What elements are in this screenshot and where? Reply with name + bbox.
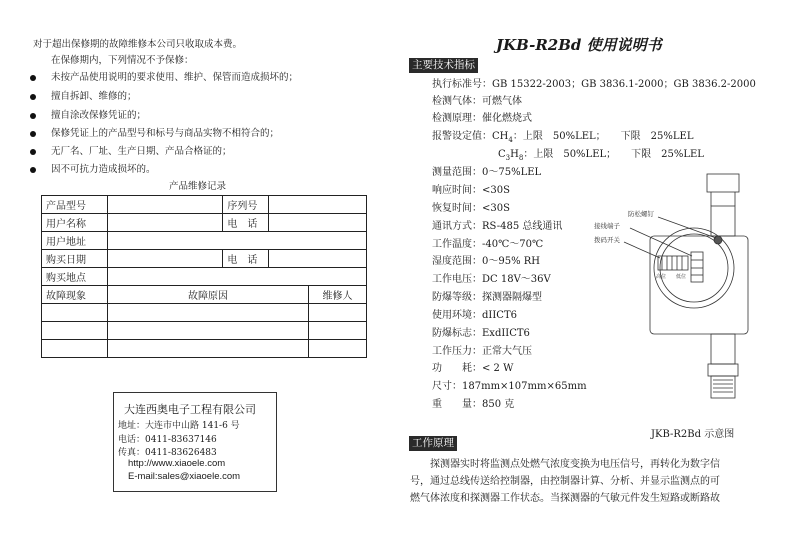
phone-value [269,250,367,268]
table-row [42,232,367,250]
bullet-dot [30,131,36,137]
spec-gas: 检测气体：可燃气体 [432,96,522,107]
serial-no-value [269,196,367,214]
table-row [42,214,367,232]
spec-comm: 通讯方式：RS-485 总线通讯 [432,221,563,232]
bullet-item-5: 无厂名、厂址、生产日期、产品合格证的； [51,146,232,157]
bullet-dot [30,149,36,155]
label-low: 低位 [676,274,687,280]
user-address-value [107,232,366,250]
spec-range: 测量范围：0～75%LEL [432,167,542,178]
purchase-place-label: 购买地点 [42,268,108,286]
user-name-value [107,214,223,232]
spec-temp: 工作温度：-40℃～70℃ [432,239,544,250]
table-title: 产品维修记录 [169,181,227,192]
product-model-value [107,196,223,214]
bullet-item-4: 保修凭证上的产品型号和标号与商品实物不相符合的； [51,128,280,139]
label-high: 高位 [656,274,667,280]
label-dip-switch: 拨码开关 [594,236,620,244]
company-name: 大连西奥电子工程有限公司 [124,403,256,416]
spec-heading: 主要技术指标 [409,58,478,73]
repairer-header: 维修人 [309,286,367,304]
spec-env: 使用环境：dIICT6 [432,310,517,321]
table-row [42,286,367,304]
diagram-caption: JKB-R2Bd 示意图 [651,429,735,440]
spec-weight: 重 量：850 克 [432,399,515,410]
company-tel: 电话：0411-83637146 [118,435,217,445]
spec-alarm-ch4: 报警设定值：$CH_4$：上限 50%LEL； 下限 25%LEL [432,131,694,144]
phone-label: 电 话 [223,214,269,232]
bullet-dot [30,113,36,119]
company-info-box [113,392,277,492]
table-row [42,250,367,268]
purchase-date-label: 购买日期 [42,250,108,268]
table-row [42,304,367,322]
fault-header: 故障现象 [42,286,108,304]
phone-label: 电 话 [223,250,269,268]
bullet-dot [30,94,36,100]
bullet-dot [30,75,36,81]
bullet-item-6: 因不可抗力造成损坏的。 [51,164,156,175]
detector-diagram [590,172,750,422]
principle-line-2: 号，通过总线传送给控制器，由控制器计算、分析、并显示监测点的可 [410,476,720,487]
table-row [42,196,367,214]
table-row [42,322,367,340]
spec-alarm-c3h8: $C_3H_8$：上限 50%LEL； 下限 25%LEL [498,149,704,162]
purchase-place-value [107,268,366,286]
principle-line-1: 探测器实时将监测点处燃气浓度变换为电压信号，再转化为数字信 [430,459,720,470]
anti-loose-screw [714,236,722,244]
principle-heading: 工作原理 [409,436,457,451]
spec-exmark: 防爆标志：ExdIICT6 [432,328,530,339]
bullet-dot [30,167,36,173]
spec-power: 功 耗：< 2 W [432,363,514,374]
label-terminal: 接线端子 [594,222,620,230]
spec-size: 尺寸：187mm×107mm×65mm [432,381,587,392]
table-row [42,340,367,358]
intro-line-2: 在保修期内，下列情况不予保修： [51,55,194,66]
phone-value [269,214,367,232]
spec-explosion: 防爆等级：探测器隔爆型 [432,292,542,303]
spec-humidity: 湿度范围：0～95% RH [432,256,541,267]
repair-record-table [41,195,367,358]
company-website[interactable]: http://www.xiaoele.com [128,458,226,469]
product-model-label: 产品型号 [42,196,108,214]
spec-pressure: 工作压力：正常大气压 [432,346,532,357]
spec-recovery: 恢复时间：<30S [432,203,510,214]
spec-response: 响应时间：<30S [432,185,510,196]
table-row [42,268,367,286]
company-address: 地址：大连市中山路 141-6 号 [118,421,240,431]
terminal-block [691,252,703,282]
company-fax: 传真：0411-83626483 [118,448,217,458]
user-address-label: 用户地址 [42,232,108,250]
spec-voltage: 工作电压：DC 18V～36V [432,274,551,285]
spec-principle: 检测原理：催化燃烧式 [432,113,532,124]
bullet-item-1: 未按产品使用说明的要求使用、维护、保管而造成损坏的； [51,72,299,83]
user-name-label: 用户名称 [42,214,108,232]
manual-title: JKB-R2Bd 使用说明书 [496,36,662,54]
top-cap [707,174,739,192]
label-screw: 防松螺钉 [628,210,654,218]
dip-switch-block [658,256,688,270]
principle-line-3: 燃气体浓度和探测器工作状态。当探测器的气敏元件发生短路或断路故 [410,493,720,504]
cause-header: 故障原因 [107,286,308,304]
bullet-item-3: 擅自涂改保修凭证的； [51,110,147,121]
spec-standard: 执行标准号：GB 15322-2003；GB 3836.1-2000；GB 3836.2-2000 [432,79,756,90]
bullet-item-2: 擅自拆卸、维修的； [51,91,137,102]
serial-no-label: 序列号 [223,196,269,214]
company-email[interactable]: E-mail:sales@xiaoele.com [128,471,241,482]
intro-line-1: 对于超出保修期的故障维修本公司只收取成本费。 [33,39,243,50]
purchase-date-value [107,250,223,268]
